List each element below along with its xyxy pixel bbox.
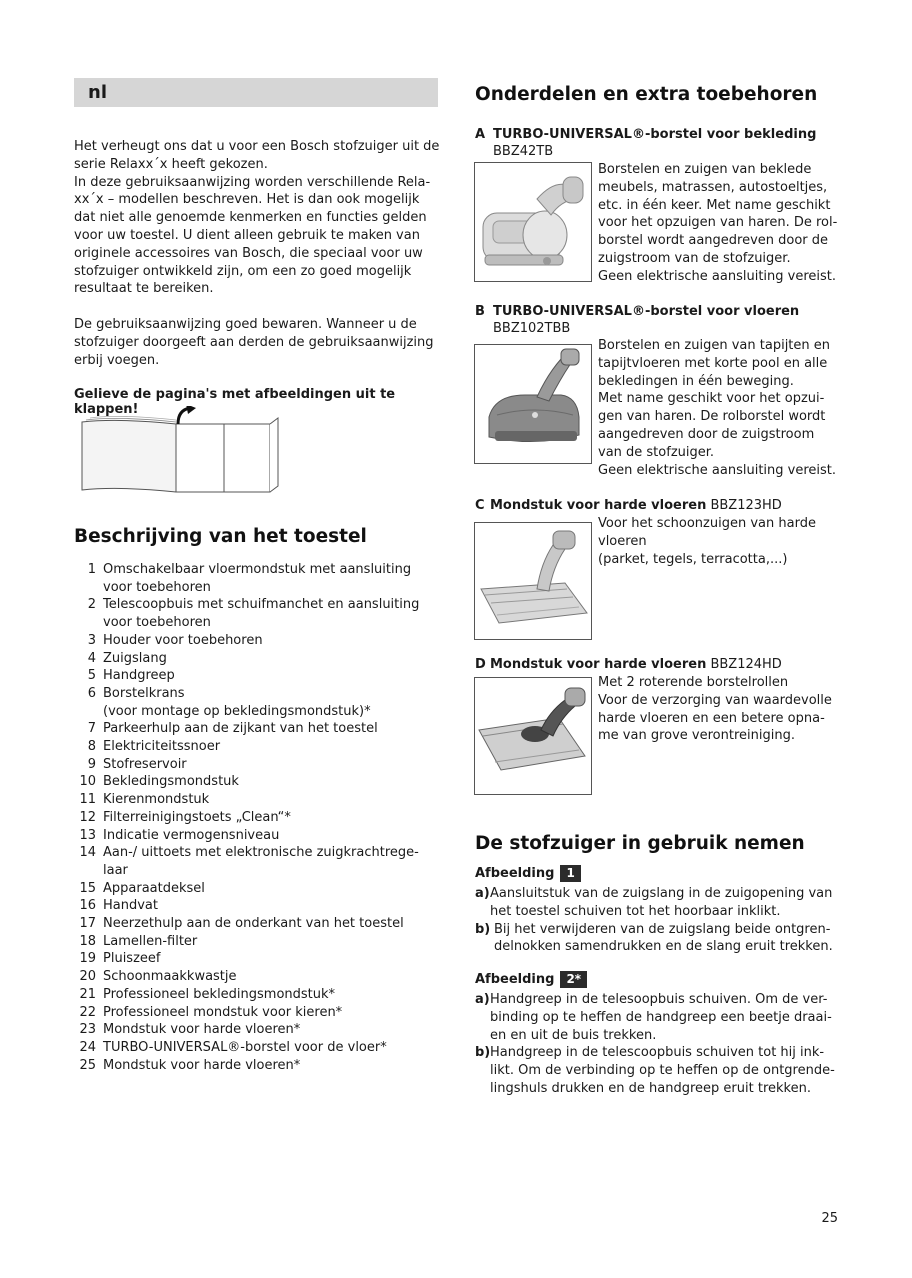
parts-list-text: Mondstuk voor harde vloeren* [103, 1022, 301, 1038]
parts-list-item [74, 756, 444, 774]
parts-list-item [74, 791, 444, 809]
step-text: Handgreep in de telescoopbuis schuiven tot hij ink- likt. Om de verbinding op te heffen op de ontgrende- lingshuls drukken en de handgreep eruit trekken. [490, 1045, 835, 1096]
parts-list-item [74, 650, 444, 668]
parts-list-item [74, 1004, 444, 1022]
parts-list-number: 16 [79, 898, 96, 914]
accessory-a-image [474, 162, 592, 282]
step-text: Handgreep in de telesoopbuis schuiven. Om de ver- binding op te heffen de handgreep een beetje draai- en en uit de buis trekken. [490, 992, 832, 1043]
step-label: a) [475, 886, 490, 901]
parts-list-item [74, 1021, 444, 1039]
storage-paragraph: De gebruiksaanwijzing goed bewaren. Wanneer u de stofzuiger doorgeeft aan derden de gebruiksaanwijzing erbij voegen. [74, 317, 434, 368]
parts-list-number: 2 [87, 597, 96, 613]
parts-list-item [74, 950, 444, 968]
parts-list-item [74, 1039, 444, 1057]
parts-list-number: 17 [79, 916, 96, 932]
accessory-c-letter: C [475, 498, 485, 513]
parts-list-text: Elektriciteitssnoer [103, 739, 221, 755]
parts-list-number: 11 [79, 792, 96, 808]
figure-2-label [475, 971, 587, 988]
parts-list-number: 1 [87, 562, 96, 577]
parts-list-item [74, 561, 444, 596]
parts-list-text: Zuigslang [103, 650, 167, 666]
parts-list-text: Mondstuk voor harde vloeren* [103, 1057, 301, 1073]
accessory-b-heading [475, 303, 845, 337]
parts-list-text: Handgreep [103, 668, 175, 684]
figure-2-badge: 2* [560, 971, 587, 988]
parts-list-item [74, 968, 444, 986]
figure-2-step-b [475, 1044, 845, 1097]
parts-list-text: Aan-/ uittoets met elektronische zuigkrachtrege- laar [103, 845, 419, 878]
parts-list [74, 561, 444, 1074]
hard-floor-nozzle-illustration [475, 523, 591, 639]
parts-list-text: Houder voor toebehoren [103, 632, 263, 648]
accessory-a-letter: A [475, 127, 486, 142]
accessory-b-code: BBZ102TBB [493, 321, 571, 336]
parts-list-item [74, 773, 444, 791]
fold-out-pages-illustration [78, 406, 282, 496]
parts-list-number: 8 [87, 739, 96, 755]
accessory-b-image [474, 344, 592, 464]
parts-list-item [74, 915, 444, 933]
parts-list-text: Indicatie vermogensniveau [103, 827, 280, 843]
parts-list-number: 25 [79, 1057, 96, 1073]
parts-list-item [74, 667, 444, 685]
accessory-d-code: BBZ124HD [710, 657, 782, 672]
accessory-b-name: TURBO-UNIVERSAL®-borstel voor vloeren [493, 304, 800, 319]
figure-1-step-a [475, 885, 845, 921]
parts-list-number: 14 [79, 845, 96, 861]
figure-1-label [475, 865, 581, 882]
upholstery-turbo-brush-illustration [475, 163, 591, 281]
parts-list-text: TURBO-UNIVERSAL®-borstel voor de vloer* [103, 1039, 387, 1055]
step-label: a) [475, 992, 490, 1007]
parts-list-number: 19 [79, 951, 96, 967]
parts-list-number: 10 [79, 774, 96, 790]
parts-list-text: Borstelkrans (voor montage op bekledingsmondstuk)* [103, 685, 371, 719]
figure-1-text: Afbeelding [475, 866, 555, 881]
parts-list-item [74, 844, 444, 879]
fold-out-note: Gelieve de pagina's met afbeeldingen uit te klappen! [74, 387, 396, 417]
parts-list-number: 15 [79, 880, 96, 896]
parts-list-text: Neerzethulp aan de onderkant van het toestel [103, 916, 404, 932]
parts-list-text: Omschakelbaar vloermondstuk met aansluiting voor toebehoren [103, 562, 412, 595]
accessory-c-name: Mondstuk voor harde vloeren [490, 498, 707, 513]
parts-list-text: Parkeerhulp aan de zijkant van het toestel [103, 721, 378, 737]
accessory-b-letter: B [475, 304, 485, 319]
parts-list-text: Professioneel bekledingsmondstuk* [103, 986, 336, 1002]
parts-list-number: 6 [87, 685, 96, 701]
parts-list-item [74, 933, 444, 951]
parts-list-number: 13 [79, 827, 96, 843]
accessory-a-description: Borstelen en zuigen van beklede meubels, matrassen, autostoeltjes, etc. in één keer. Met name geschikt voor het opzuigen van haren. De rol- borstel wordt aangedreven door de zuigstroom van de stofzuiger. Geen elektrische aansluiting vereist. [598, 162, 838, 284]
parts-list-text: Filterreinigingstoets „Clean“* [103, 809, 291, 825]
parts-list-text: Bekledingsmondstuk [103, 774, 239, 790]
parts-list-number: 3 [87, 632, 96, 648]
parts-list-item [74, 632, 444, 650]
parts-list-item [74, 827, 444, 845]
parts-list-item [74, 897, 444, 915]
parts-list-number: 24 [79, 1039, 96, 1055]
figure-2-step-a [475, 991, 845, 1044]
accessory-b-description: Borstelen en zuigen van tapijten en tapijtvloeren met korte pool en alle bekledingen in één beweging. Met name geschikt voor het opzui- gen van haren. De rolborstel wordt aangedreven door de zuigstroom van de stofzuiger. Geen elektrische aansluiting vereist. [598, 338, 837, 478]
description-title: Beschrijving van het toestel [74, 526, 367, 547]
parts-list-item [74, 880, 444, 898]
parts-list-item [74, 1057, 444, 1075]
step-label: b) [475, 921, 491, 937]
accessory-d-name: Mondstuk voor harde vloeren [490, 657, 707, 672]
parts-list-item [74, 596, 444, 631]
parts-list-text: Telescoopbuis met schuifmanchet en aansluiting voor toebehoren [103, 597, 420, 631]
language-tab: nl [74, 78, 438, 107]
figure-1-steps [475, 885, 845, 956]
parts-list-text: Schoonmaakkwastje [103, 969, 237, 985]
rotating-brush-nozzle-illustration [475, 678, 591, 794]
accessories-title: Onderdelen en extra toebehoren [475, 84, 818, 105]
figure-1-step-b [475, 921, 845, 957]
parts-list-number: 4 [87, 650, 96, 666]
parts-list-item [74, 986, 444, 1004]
accessory-a-heading [475, 126, 845, 160]
parts-list-text: Apparaatdeksel [103, 880, 205, 896]
accessory-d-letter: D [475, 657, 486, 672]
step-text: Aansluitstuk van de zuigslang in de zuigopening van het toestel schuiven tot het hoorbaar inklikt. [490, 886, 833, 919]
figure-1-badge: 1 [560, 865, 580, 882]
parts-list-number: 12 [79, 809, 96, 825]
parts-list-text: Kierenmondstuk [103, 792, 210, 808]
accessory-d-description: Met 2 roterende borstelrollen Voor de verzorging van waardevolle harde vloeren en een betere opna- me van grove verontreiniging. [598, 675, 832, 744]
page-number: 25 [821, 1211, 838, 1226]
accessory-d-heading [475, 656, 845, 673]
parts-list-number: 9 [87, 756, 96, 772]
parts-list-text: Lamellen-filter [103, 933, 198, 949]
parts-list-number: 20 [79, 969, 96, 985]
parts-list-item [74, 685, 444, 720]
accessory-c-description: Voor het schoonzuigen van harde vloeren (parket, tegels, terracotta,...) [598, 516, 816, 567]
parts-list-text: Handvat [103, 898, 158, 914]
intro-paragraph: Het verheugt ons dat u voor een Bosch stofzuiger uit de serie Relaxx´x heeft gekozen. In deze gebruiksaanwijzing worden verschillende Rela- xx´x – modellen beschreven. Het is dan ook mogelijk dat niet alle genoemde kenmerken en functies gelden voor uw toestel. U dient alleen gebruik te maken van originele accessoires van Bosch, die speciaal voor uw stofzuiger ontwikkeld zijn, om een zo goed mogelijk resultaat te bereiken. [74, 139, 440, 297]
parts-list-number: 21 [79, 986, 96, 1002]
accessory-c-code: BBZ123HD [710, 498, 782, 513]
accessory-c-image [474, 522, 592, 640]
parts-list-item [74, 720, 444, 738]
figure-2-text: Afbeelding [475, 972, 555, 987]
parts-list-item [74, 738, 444, 756]
parts-list-text: Stofreservoir [103, 756, 187, 772]
parts-list-item [74, 809, 444, 827]
parts-list-text: Professioneel mondstuk voor kieren* [103, 1004, 343, 1020]
parts-list-number: 23 [79, 1022, 96, 1038]
accessory-d-image [474, 677, 592, 795]
accessory-a-name: TURBO-UNIVERSAL®-borstel voor bekleding [493, 127, 817, 142]
parts-list-text: Pluiszeef [103, 951, 161, 967]
usage-title: De stofzuiger in gebruik nemen [475, 833, 805, 854]
step-text: Bij het verwijderen van de zuigslang beide ontgren- delnokken samendrukken en de slang eruit trekken. [494, 921, 833, 955]
floor-turbo-brush-illustration [475, 345, 591, 463]
accessory-a-code: BBZ42TB [493, 144, 554, 159]
parts-list-number: 18 [79, 933, 96, 949]
step-label: b) [475, 1045, 491, 1061]
parts-list-number: 5 [87, 668, 96, 684]
accessory-c-heading [475, 497, 845, 514]
parts-list-number: 22 [79, 1004, 96, 1020]
figure-2-steps [475, 991, 845, 1098]
parts-list-number: 7 [87, 721, 96, 737]
